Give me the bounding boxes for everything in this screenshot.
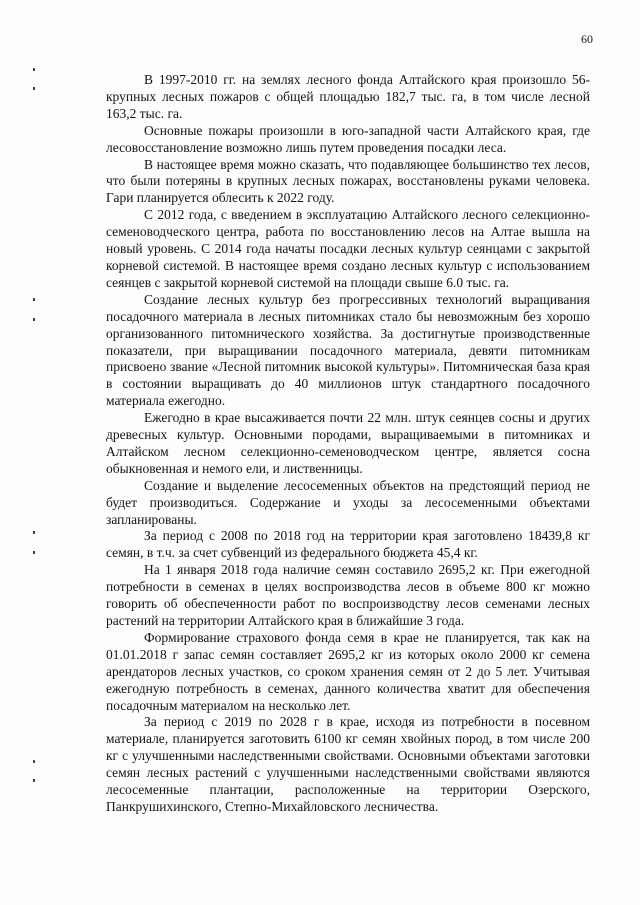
paragraph: За период с 2008 по 2018 год на территории края заготовлено 18439,8 кг семян, в т.ч. за счет субвенций из федерального бюджета 45,4 кг.	[106, 528, 590, 561]
paragraph: С 2012 года, с введением в эксплуатацию Алтайского лесного селекционно-семеноводческого центра, работа по восстановлению лесов на Алтае вышла на новый уровень. С 2014 года начаты посадки лесных культур сеянцами с закрытой корневой системой. В настоящее время создано лесных культур с использованием сеянцев с закрытой корневой системой на площади свыше 6.0 тыс. га.	[106, 207, 590, 290]
paragraph: На 1 января 2018 года наличие семян составило 2695,2 кг. При ежегодной потребности в семенах в целях воспроизводства лесов в объеме 800 кг можно говорить об обеспеченности работ по воспроизводству лесов семенами лесных растений на территории Алтайского края в ближайшие 3 года.	[106, 562, 590, 628]
scan-mark	[33, 298, 35, 301]
scan-mark	[33, 779, 35, 782]
paragraph: За период с 2019 по 2028 г в крае, исходя из потребности в посевном материале, планируется заготовить 6100 кг семян хвойных пород, в том числе 200 кг с улучшенными наследственными свойствами. Основными объектами заготовки семян лесных растений с улучшенными наследственными свойствами являются лесосеменные плантации, расположенные на территории Озерского, Панкрушихинского, Степно-Михайловского лесничества.	[106, 714, 590, 814]
paragraph: Основные пожары произошли в юго-западной части Алтайского края, где лесовосстановление возможно лишь путем проведения посадки леса.	[106, 122, 590, 155]
scan-mark	[33, 87, 35, 90]
page-number: 60	[581, 32, 593, 46]
scan-mark	[33, 760, 35, 763]
paragraph: В настоящее время можно сказать, что подавляющее большинство тех лесов, что были потеряны в крупных лесных пожарах, восстановлены руками человека. Гари планируется облесить к 2022 году.	[106, 156, 590, 206]
scan-mark	[33, 318, 35, 321]
scan-mark	[33, 531, 35, 534]
paragraph: Создание лесных культур без прогрессивных технологий выращивания посадочного материала в лесных питомниках стало бы невозможным без хорошо организованного питомнического хозяйства. За достигнутые производственные показатели, при выращивании посадочного материала, девяти питомникам присвоено звание «Лесной питомник высокой культуры». Питомническая база края в состоянии выращивать до 40 миллионов штук стандартного посадочного материала ежегодно.	[106, 291, 590, 409]
body-text	[106, 72, 590, 816]
scan-mark	[33, 551, 35, 554]
paragraph: Ежегодно в крае высаживается почти 22 млн. штук сеянцев сосны и других древесных культур. Основными породами, выращиваемыми в питомниках и Алтайском лесном селекционно-семеноводческом центре, является сосна обыкновенная и немого ели, и лиственницы.	[106, 410, 590, 476]
paragraph: Создание и выделение лесосеменных объектов на предстоящий период не будет производиться. Содержание и уходы за лесосеменными объектами запланированы.	[106, 477, 590, 527]
scan-mark	[33, 68, 35, 71]
paragraph: В 1997-2010 гг. на землях лесного фонда Алтайского края произошло 56-крупных лесных пожаров с общей площадью 182,7 тыс. га, в том числе лесной 163,2 тыс. га.	[106, 72, 590, 121]
paragraph: Формирование страхового фонда семя в крае не планируется, так как на 01.01.2018 г запас семян составляет 2695,2 кг из которых около 2000 кг семена арендаторов лесных участков, со сроком хранения семян от 2 до 5 лет. Учитывая ежегодную потребность в семенах, данного количества хватит для обеспечения посадочным материалом на несколько лет.	[106, 629, 590, 713]
